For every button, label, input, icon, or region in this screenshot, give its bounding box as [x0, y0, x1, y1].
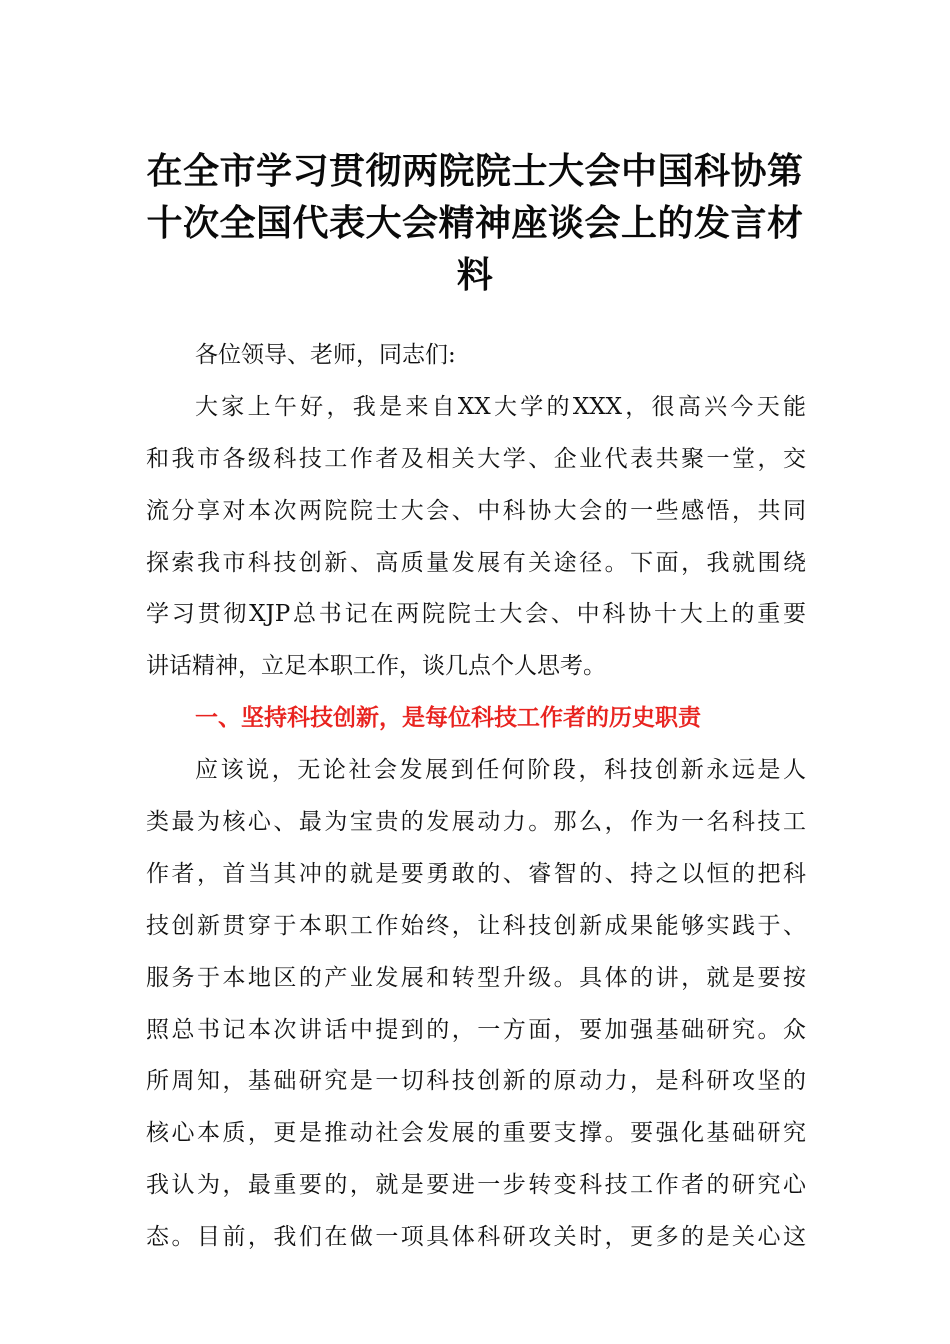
paragraph-line: 作者，首当其冲的就是要勇敢的、睿智的、持之以恒的把科 [146, 860, 806, 887]
paragraph-2 [146, 745, 806, 1264]
paragraph-line: 核心本质，更是推动社会发展的重要支撑。要强化基础研究 [146, 1120, 806, 1147]
paragraph-line: 照总书记本次讲话中提到的，一方面，要加强基础研究。众 [146, 1016, 806, 1043]
paragraph-line: 流分享对本次两院院士大会、中科协大会的一些感悟，共同 [146, 497, 806, 524]
paragraph-line: 我认为，最重要的，就是要进一步转变科技工作者的研究心 [146, 1172, 806, 1199]
title-line-3: 料 [456, 255, 494, 296]
paragraph-line: 所周知，基础研究是一切科技创新的原动力，是科研攻坚的 [146, 1068, 806, 1095]
paragraph-line: 应该说，无论社会发展到任何阶段，科技创新永远是人 [195, 757, 806, 784]
paragraph-line: 讲话精神，立足本职工作，谈几点个人思考。 [146, 653, 606, 680]
paragraph-1 [146, 382, 806, 693]
paragraph-line: 类最为核心、最为宝贵的发展动力。那么，作为一名科技工 [146, 809, 806, 836]
salutation: 各位领导、老师，同志们: [195, 342, 456, 368]
paragraph-line: 服务于本地区的产业发展和转型升级。具体的讲，就是要按 [146, 964, 806, 991]
document-title [120, 146, 830, 302]
paragraph-line: 态。目前，我们在做一项具体科研攻关时，更多的是关心这 [146, 1224, 806, 1251]
paragraph-line: 技创新贯穿于本职工作始终，让科技创新成果能够实践于、 [146, 912, 806, 939]
paragraph-line: 和我市各级科技工作者及相关大学、企业代表共聚一堂，交 [146, 445, 806, 472]
document-body [146, 330, 806, 1264]
title-line-1: 在全市学习贯彻两院院士大会中国科协第 [146, 151, 804, 192]
paragraph-line: 大家上午好，我是来自XX大学的XXX，很高兴今天能 [195, 393, 806, 420]
section-heading-1: 一、坚持科技创新，是每位科技工作者的历史职责 [195, 705, 701, 732]
title-line-2: 十次全国代表大会精神座谈会上的发言材 [146, 203, 804, 244]
paragraph-line: 学习贯彻XJP总书记在两院院士大会、中科协十大上的重要 [146, 601, 806, 628]
paragraph-line: 探索我市科技创新、高质量发展有关途径。下面，我就围绕 [146, 549, 806, 576]
